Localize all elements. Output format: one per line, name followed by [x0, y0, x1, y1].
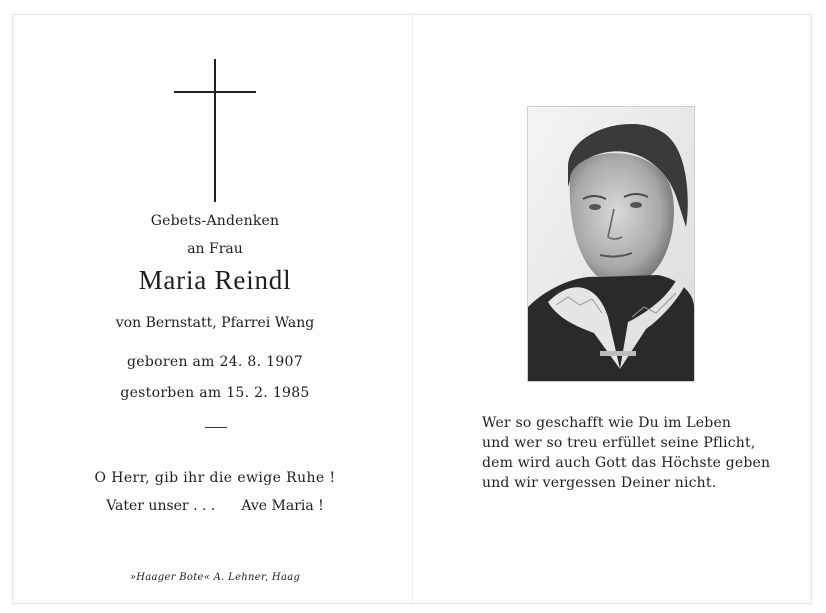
- poem-line: und wer so treu erfüllet seine Pflicht,: [482, 435, 756, 451]
- fold-line: [412, 15, 413, 603]
- memorial-poem: [482, 413, 782, 493]
- prayer-ave: Ave Maria !: [241, 498, 324, 514]
- card-heading: Gebets-Andenken: [150, 213, 280, 229]
- poem-line: dem wird auch Gott das Höchste geben: [482, 455, 771, 471]
- divider: [205, 427, 227, 428]
- portrait-photo-image: [528, 107, 694, 381]
- portrait-photo: [527, 106, 695, 382]
- cross-icon-bar: [174, 91, 256, 93]
- prayer-line-2: [73, 498, 357, 514]
- poem-line: und wir vergessen Deiner nicht.: [482, 475, 717, 491]
- death-date: gestorben am 15. 2. 1985: [120, 385, 310, 401]
- printer-credit: »Haager Bote« A. Lehner, Haag: [129, 572, 301, 583]
- deceased-name: Maria Reindl: [138, 265, 292, 295]
- memorial-card: [12, 14, 812, 604]
- prayer-vater: Vater unser . . .: [106, 498, 216, 514]
- poem-line: Wer so geschafft wie Du im Leben: [482, 415, 732, 431]
- cross-icon: [214, 59, 216, 202]
- origin-line: von Bernstatt, Pfarrei Wang: [115, 315, 315, 331]
- salutation: an Frau: [187, 241, 243, 257]
- prayer-line: O Herr, gib ihr die ewige Ruhe !: [94, 470, 336, 486]
- birth-date: geboren am 24. 8. 1907: [127, 354, 303, 370]
